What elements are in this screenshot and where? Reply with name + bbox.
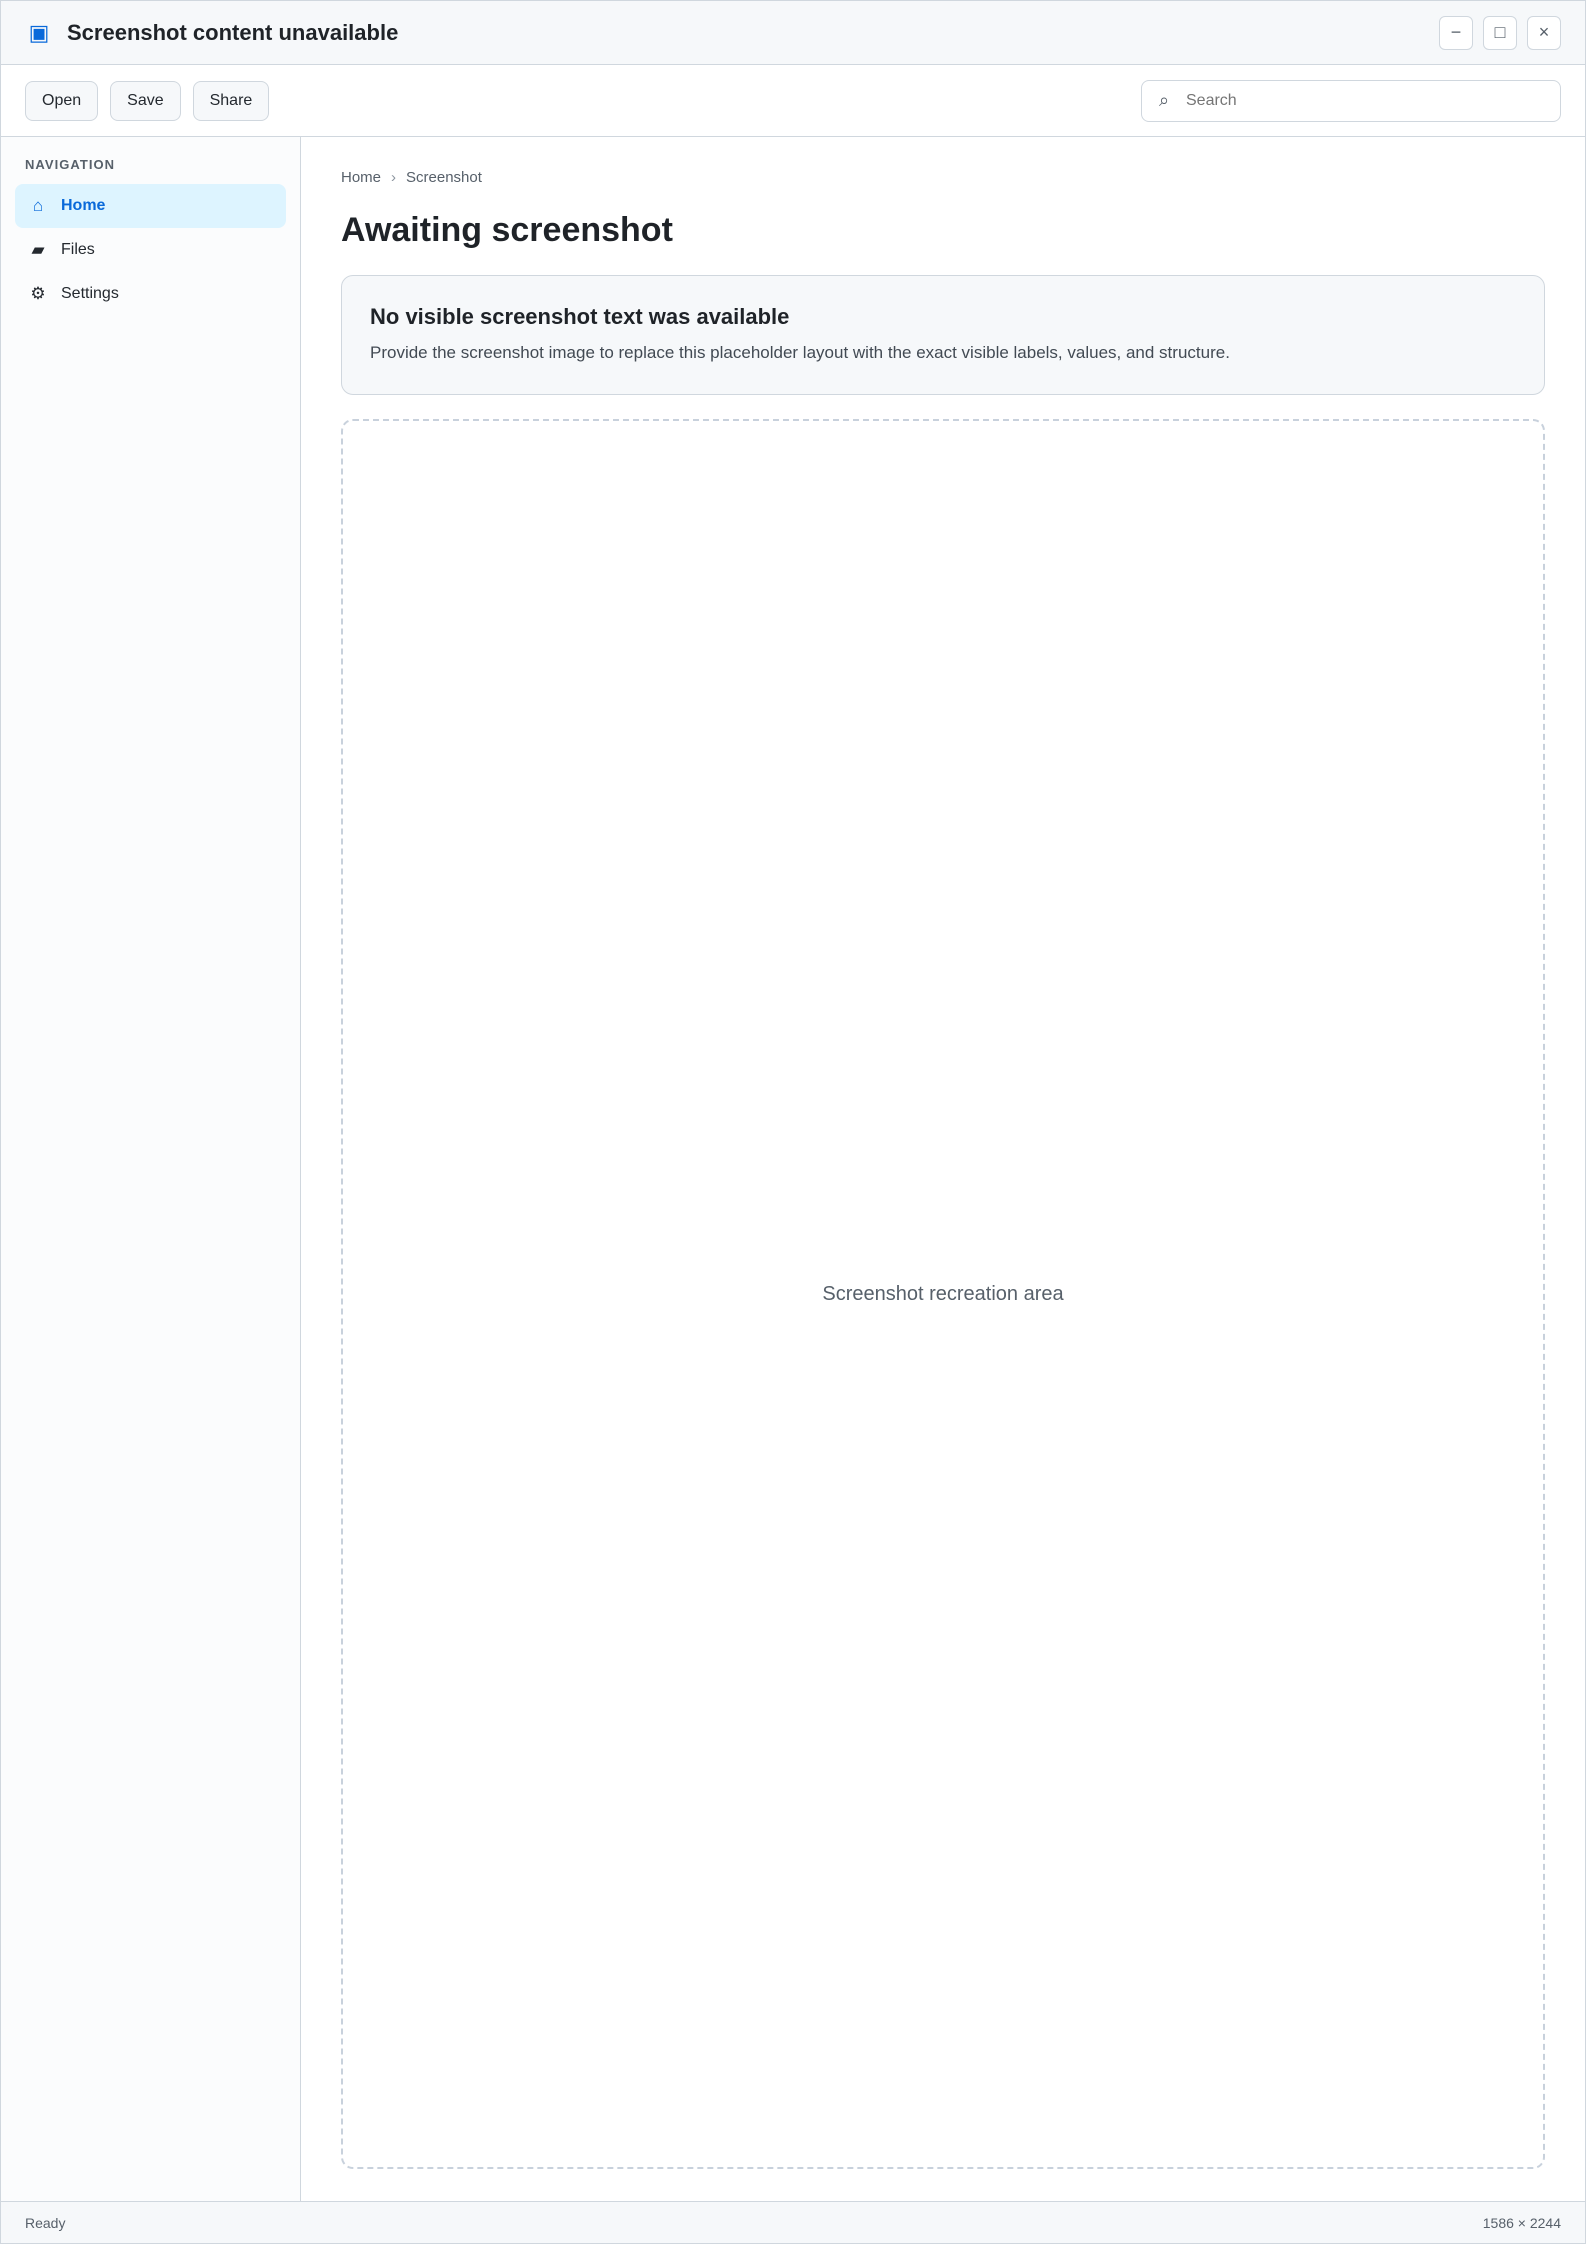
notice-text: Provide the screenshot image to replace this placeholder layout with the exact visible labels, values, and structure. — [370, 342, 1230, 362]
home-icon: ⌂ — [32, 196, 44, 215]
sidebar — [1, 137, 301, 2201]
status-right: 1586 × 2244 — [1482, 2214, 1561, 2231]
maximize-icon: □ — [1494, 22, 1506, 42]
placeholder-label: Screenshot recreation area — [822, 1282, 1064, 1305]
window-controls — [1439, 16, 1561, 50]
main-panel — [301, 137, 1585, 2201]
search-input[interactable] — [1184, 91, 1548, 111]
gear-icon: ⚙ — [30, 284, 46, 303]
search-box[interactable] — [1141, 80, 1561, 122]
sidebar-item-home[interactable] — [15, 184, 286, 228]
sidebar-item-settings[interactable] — [15, 272, 286, 316]
breadcrumb — [341, 169, 1545, 186]
breadcrumb-home[interactable]: Home — [341, 169, 382, 186]
status-bar — [1, 2201, 1585, 2243]
maximize-button[interactable] — [1483, 16, 1517, 50]
close-icon: × — [1538, 22, 1550, 42]
minimize-button[interactable] — [1439, 16, 1473, 50]
status-left: Ready — [25, 2214, 66, 2231]
content-area — [1, 137, 1585, 2201]
sidebar-item-files[interactable] — [15, 228, 286, 272]
page-title: Awaiting screenshot — [341, 211, 673, 249]
sidebar-item-label: Files — [61, 241, 95, 258]
save-button[interactable]: Save — [110, 81, 180, 121]
screenshot-placeholder — [341, 419, 1545, 2169]
minimize-icon: − — [1450, 22, 1462, 42]
close-button[interactable] — [1527, 16, 1561, 50]
breadcrumb-separator: › — [391, 169, 397, 186]
title-bar — [1, 1, 1585, 65]
share-button[interactable]: Share — [193, 81, 270, 121]
sidebar-item-label: Settings — [61, 285, 119, 302]
missing-screenshot-notice — [341, 275, 1545, 395]
main-toolbar — [1, 65, 1585, 137]
breadcrumb-current: Screenshot — [406, 169, 482, 186]
window-title: Screenshot content unavailable — [67, 19, 399, 45]
notice-title: No visible screenshot text was available — [370, 303, 790, 329]
sidebar-heading: NAVIGATION — [25, 157, 116, 172]
open-button[interactable]: Open — [25, 81, 98, 121]
folder-icon: ▰ — [31, 240, 45, 259]
search-icon: ⌕ — [1158, 90, 1170, 110]
sidebar-item-label: Home — [61, 197, 106, 214]
app-icon: ▣ — [28, 19, 50, 45]
title-group — [25, 19, 398, 47]
